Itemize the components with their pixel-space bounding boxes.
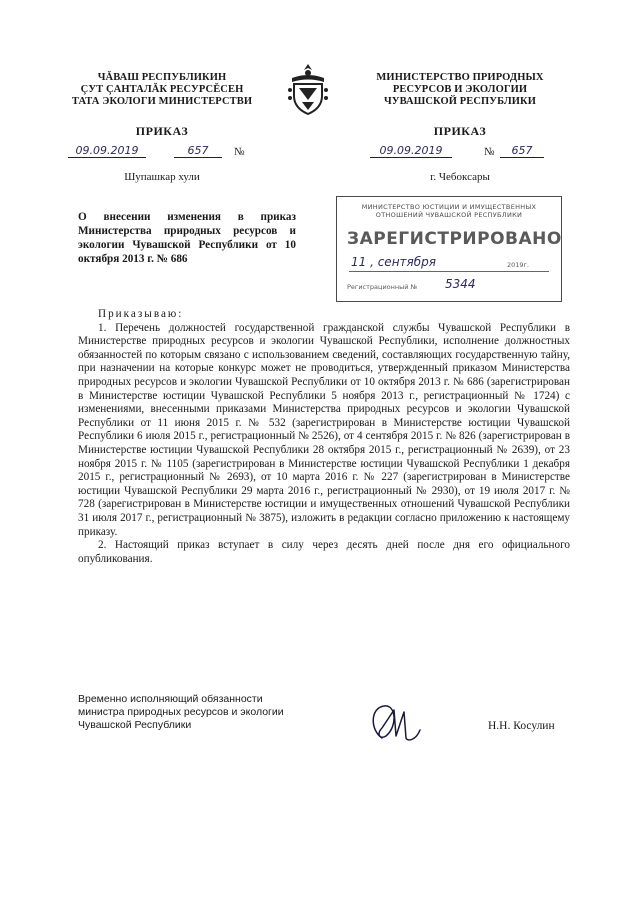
registration-stamp <box>336 196 562 302</box>
right-date-line <box>370 144 570 162</box>
header-right-line3: ЧУВАШСКОЙ РЕСПУБЛИКИ <box>383 96 537 107</box>
stamp-org-name <box>337 203 561 219</box>
order-body <box>78 308 570 566</box>
header-left-line1: ЧĂВАШ РЕСПУБЛИКИН <box>97 72 227 83</box>
signatory-title <box>78 693 338 732</box>
stamp-date: 11 , сентября <box>351 255 436 269</box>
order-paragraph-2: 2. Настоящий приказ вступает в силу через десять дней после дня его официального опубликования. <box>78 539 570 565</box>
left-date: 09.09.2019 <box>68 144 146 158</box>
coat-of-arms-emblem <box>286 62 330 116</box>
stamp-registered: ЗАРЕГИСТРИРОВАНО <box>347 229 562 249</box>
left-number: 657 <box>174 144 222 158</box>
stamp-year: 2019г. <box>507 261 530 269</box>
header-left-line2: ÇУТ ÇАНТАЛĂК РЕСУРСĔСЕН <box>80 84 244 95</box>
signatory-line2: министра природных ресурсов и экологии <box>78 706 284 718</box>
right-number: 657 <box>500 144 544 158</box>
signatory-name: Н.Н. Косулин <box>488 720 555 732</box>
signature-icon <box>364 700 428 746</box>
header-right <box>360 72 560 108</box>
order-intro: Приказываю: <box>98 308 184 320</box>
right-doc-type: ПРИКАЗ <box>433 124 487 138</box>
emblem-icon <box>286 62 330 116</box>
stamp-org-line1: МИНИСТЕРСТВО ЮСТИЦИИ И ИМУЩЕСТВЕННЫХ <box>361 203 537 211</box>
handwritten-signature <box>364 700 428 746</box>
header-left-line3: ТАТА ЭКОЛОГИ МИНИСТЕРСТВИ <box>71 96 253 107</box>
left-no-sign: № <box>234 146 245 158</box>
right-date: 09.09.2019 <box>370 144 452 158</box>
right-no-sign: № <box>484 146 495 158</box>
stamp-date-underline <box>349 271 549 272</box>
right-city: г. Чебоксары <box>430 171 490 183</box>
order-paragraph-1: 1. Перечень должностей государственной гражданской службы Чувашской Республики в Министерстве природных ресурсов и экологии Чувашской Республики, исполнение должностных обязанностей по которым связано с использованием сведений, составляющих государственную тайну, при назначении на которые конкурс может не проводиться, утвержденный приказом Министерства природных ресурсов и экологии Чувашской Республики от 10 октября 2013 г. № 686 (зарегистрирован в Министерстве юстиции Чувашской Республики 5 ноября 2013 г., регистрационный № 1724) с изменениями, внесенными приказами Министерства природных ресурсов и экологии Чувашской Республики от 11 июня 2015 г. № 532 (зарегистрирован в Министерстве юстиции Чувашской Республики 6 июля 2015 г., регистрационный № 2526), от 4 сентября 2015 г. № 826 (зарегистрирован в Министерстве юстиции Чувашской Республики 28 октября 2015 г., регистрационный № 2639), от 23 ноября 2015 г. № 1105 (зарегистрирован в Министерстве юстиции Чувашской Республики 1 декабря 2015 г., регистрационный № 2693), от 10 марта 2016 г. № 227 (зарегистрирован в Министерстве юстиции Чувашской Республики 29 марта 2016 г., регистрационный № 2930), от 19 июля 2017 г. № 728 (зарегистрирован в Министерстве юстиции и имущественных отношений Чувашской Республики 31 июля 2017 г., регистрационный № 3875), изложить в редакции согласно приложению к настоящему приказу. <box>78 321 570 538</box>
signatory-line3: Чувашской Республики <box>78 719 192 731</box>
header-left <box>62 72 262 108</box>
header-right-line1: МИНИСТЕРСТВО ПРИРОДНЫХ <box>376 72 544 83</box>
stamp-reg-label: Регистрационный № <box>347 283 418 291</box>
stamp-org-line2: ОТНОШЕНИЙ ЧУВАШСКОЙ РЕСПУБЛИКИ <box>375 211 523 219</box>
left-doc-type: ПРИКАЗ <box>135 124 189 138</box>
order-subject: О внесении изменения в приказ Министерства природных ресурсов и экологии Чувашской Республики от 10 октября 2013 г. № 686 <box>78 211 296 265</box>
stamp-reg-number: 5344 <box>445 277 476 291</box>
signatory-line1: Временно исполняющий обязанности <box>78 693 263 705</box>
header-right-line2: РЕСУРСОВ И ЭКОЛОГИИ <box>392 84 528 95</box>
left-city: Шупашкар хули <box>124 171 200 183</box>
left-date-line <box>68 144 268 162</box>
